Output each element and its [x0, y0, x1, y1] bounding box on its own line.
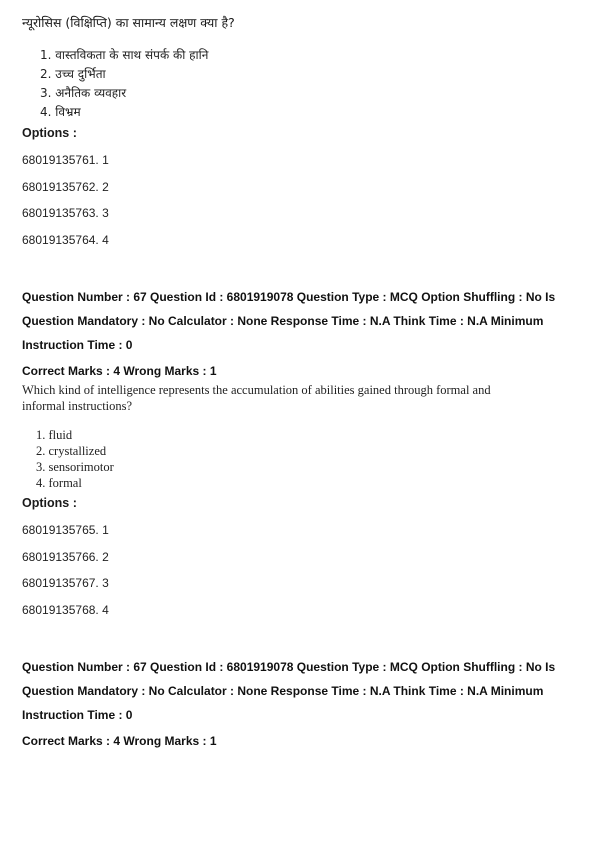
option-id-2: 68019135762. 2	[22, 180, 109, 194]
choice-1: 1. वास्तविकता के साथ संपर्क की हानि	[40, 48, 209, 62]
option-id-1: 68019135765. 1	[22, 523, 109, 537]
choice-3: 3. sensorimotor	[36, 460, 114, 474]
question-meta-line: Instruction Time : 0	[22, 338, 133, 352]
question-text: Which kind of intelligence represents the accumulation of abilities gained through formal and	[22, 383, 491, 397]
options-label: Options :	[22, 496, 77, 510]
question-meta-line: Correct Marks : 4 Wrong Marks : 1	[22, 734, 217, 748]
question-text-hindi: न्यूरोसिस (विक्षिप्ति) का सामान्य लक्षण क्या है?	[22, 15, 235, 30]
choice-4: 4. formal	[36, 476, 82, 490]
option-id-1: 68019135761. 1	[22, 153, 109, 167]
question-meta-line: Correct Marks : 4 Wrong Marks : 1	[22, 364, 217, 378]
option-id-4: 68019135768. 4	[22, 603, 109, 617]
question-meta-line: Question Number : 67 Question Id : 6801919078 Question Type : MCQ Option Shuffling : No Is	[22, 660, 556, 674]
choice-2: 2. उच्च दुर्भिता	[40, 67, 106, 81]
option-id-2: 68019135766. 2	[22, 550, 109, 564]
choice-2: 2. crystallized	[36, 444, 107, 458]
option-id-3: 68019135767. 3	[22, 576, 109, 590]
question-meta-line: Question Number : 67 Question Id : 6801919078 Question Type : MCQ Option Shuffling : No Is	[22, 290, 556, 304]
question-meta-line: Instruction Time : 0	[22, 708, 133, 722]
option-id-4: 68019135764. 4	[22, 233, 109, 247]
choice-4: 4. विभ्रम	[40, 105, 81, 119]
options-label: Options :	[22, 126, 77, 140]
question-meta-line: Question Mandatory : No Calculator : None Response Time : N.A Think Time : N.A Minimum	[22, 314, 544, 328]
question-text: informal instructions?	[22, 399, 133, 413]
question-meta-line: Question Mandatory : No Calculator : None Response Time : N.A Think Time : N.A Minimum	[22, 684, 544, 698]
option-id-3: 68019135763. 3	[22, 206, 109, 220]
choice-1: 1. fluid	[36, 428, 73, 442]
choice-3: 3. अनैतिक व्यवहार	[40, 86, 127, 100]
